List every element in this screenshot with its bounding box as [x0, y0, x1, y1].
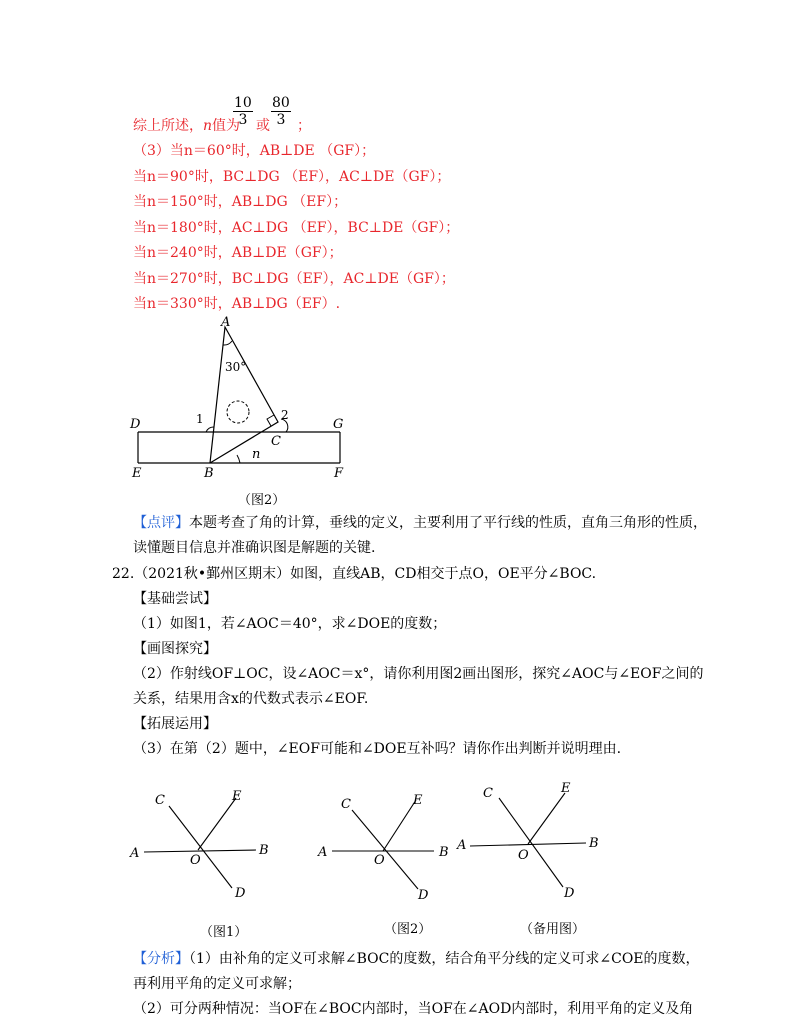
fig3-label-C: C [483, 786, 493, 801]
fig2-label-C: C [341, 797, 351, 812]
summary-line [133, 117, 240, 135]
case-line-7: 当n＝330°时，AB⊥DG（EF）. [133, 296, 341, 312]
figure-2-diagram [317, 793, 449, 903]
case-line-4: 当n＝180°时，AC⊥DG （EF），BC⊥DE（GF）； [133, 220, 460, 236]
section-title-drawing: 【画图探究】 [133, 641, 217, 657]
line-figures [128, 780, 608, 910]
fig3-label-D: D [564, 886, 575, 901]
fig2-label-D: D [418, 888, 429, 903]
fig1-label-D: D [235, 886, 246, 901]
figure-1-caption: （图1） [200, 925, 248, 940]
fig3-label-A: A [457, 838, 467, 853]
label-2: 2 [281, 408, 289, 422]
question-2-line-2: 关系，结果用含x的代数式表示∠EOF. [133, 691, 369, 707]
fig3-label-B: B [589, 836, 599, 851]
review-line-2: 读懂题目信息并准确识图是解题的关键. [133, 540, 376, 556]
label-D: D [130, 417, 141, 432]
analysis-text-1: （1）由补角的定义可求解∠BOC的度数，结合角平分线的定义可求∠COE的度数， [189, 951, 700, 967]
question-2-line-1: （2）作射线OF⊥OC，设∠AOC＝x°，请你利用图2画出图形，探究∠AOC与∠EOF之间的 [133, 666, 704, 682]
label-1: 1 [196, 412, 204, 426]
triangle-figure [128, 315, 358, 485]
label-C: C [271, 434, 281, 449]
question-3: （3）在第（2）题中，∠EOF可能和∠DOE互补吗？请你作出判断并说明理由. [133, 741, 622, 757]
summary-prefix: 综上所述， [133, 118, 203, 134]
analysis-line-1 [133, 950, 700, 968]
summary-end: ； [297, 118, 311, 134]
case-line-5: 当n＝240°时，AB⊥DE（GF）； [133, 245, 343, 261]
analysis-line-3: （2）可分两种情况：当OF在∠BOC内部时，当OF在∠AOD内部时，利用平角的定义及角 [133, 1001, 694, 1017]
fig2-label-B: B [439, 845, 449, 860]
summary-mid: 值为 [212, 118, 241, 134]
problem-number: 22. [112, 566, 135, 582]
question-1: （1）如图1，若∠AOC＝40°，求∠DOE的度数； [133, 616, 447, 632]
fraction-10-3 [233, 95, 253, 128]
summary-or: 或 [256, 118, 270, 134]
label-angle-30: 30° [225, 360, 247, 374]
figure-backup-caption: （备用图） [520, 922, 586, 937]
fig1-label-O: O [190, 853, 201, 868]
problem-header [112, 565, 596, 583]
fig1-label-A: A [130, 846, 140, 861]
fraction-80-3 [271, 95, 291, 128]
analysis-tag: 【分析】 [133, 951, 189, 967]
section-title-extension: 【拓展运用】 [133, 716, 217, 732]
review-line-1 [133, 514, 707, 532]
case-line-6: 当n＝270°时，BC⊥DG（EF），AC⊥DE（GF）； [133, 271, 455, 287]
label-G: G [333, 417, 344, 432]
fig1-label-B: B [259, 843, 269, 858]
case-line-1: （3）当n＝60°时，AB⊥DE （GF）； [133, 143, 376, 159]
analysis-line-2: 再利用平角的定义可求解； [133, 976, 301, 992]
review-tag: 【点评】 [133, 515, 189, 531]
fig3-label-E: E [561, 781, 571, 796]
label-n: n [252, 447, 261, 462]
case-line-3: 当n＝150°时，AB⊥DG （EF）； [133, 194, 348, 210]
figure-1-diagram [129, 789, 269, 901]
summary-n: n [203, 118, 213, 134]
figure-2-caption: （图2） [384, 922, 432, 937]
problem-source: （2021秋•鄞州区期末）如图，直线AB，CD相交于点O，OE平分∠BOC. [134, 566, 597, 582]
section-title-basic: 【基础尝试】 [133, 591, 217, 607]
fraction-numerator: 10 [234, 95, 252, 111]
label-B: B [204, 466, 214, 481]
fraction-denominator: 3 [238, 112, 248, 128]
label-A: A [221, 315, 231, 330]
fig2-label-O: O [374, 853, 385, 868]
label-E: E [132, 466, 142, 481]
fraction-numerator: 80 [272, 95, 290, 111]
fig2-label-A: A [318, 845, 328, 860]
fig1-label-E: E [232, 789, 242, 804]
figure-backup-diagram [456, 781, 599, 901]
label-F: F [334, 466, 344, 481]
fig2-label-E: E [413, 793, 423, 808]
case-line-2: 当n＝90°时，BC⊥DG （EF），AC⊥DE（GF）； [133, 169, 451, 185]
figure2-caption: （图2） [238, 493, 286, 508]
review-text-1: 本题考查了角的计算，垂线的定义，主要利用了平行线的性质，直角三角形的性质， [189, 515, 707, 531]
fig3-label-O: O [518, 848, 529, 863]
fraction-denominator: 3 [276, 112, 286, 128]
fig1-label-C: C [155, 793, 165, 808]
